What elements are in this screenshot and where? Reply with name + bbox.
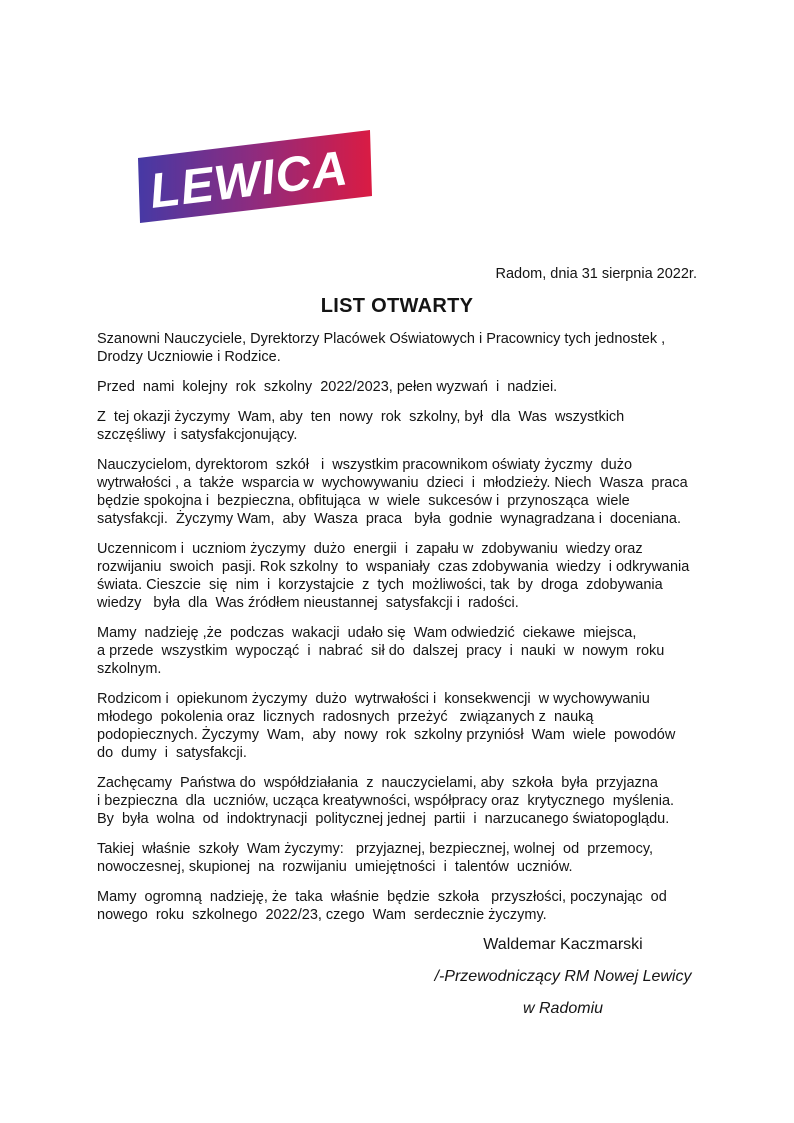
text-line: Nauczycielom, dyrektorom szkół i wszystkim pracownikom oświaty życzmy dużo [97, 457, 633, 473]
signature-block [383, 936, 743, 1018]
text-line: i bezpieczna dla uczniów, ucząca kreatywności, współpracy oraz krytycznego myślenia. [97, 793, 675, 809]
text-line: a przede wszystkim wypocząć i nabrać sił do dalszej pracy i nauki w nowym roku [97, 643, 665, 659]
text-line: Drodzy Uczniowie i Rodzice. [97, 349, 281, 365]
logo-text: LEWICA [146, 141, 352, 219]
paragraph-closing [97, 888, 697, 924]
text-line: Szanowni Nauczyciele, Dyrektorzy Placówek Oświatowych i Pracownicy tych jednostek , [97, 331, 666, 347]
paragraph-students [97, 540, 697, 612]
paragraph-cooperation [97, 774, 697, 828]
paragraph-parents [97, 690, 697, 762]
paragraph-holidays [97, 624, 697, 678]
text-line: szczęśliwy i satysfakcjonujący. [97, 427, 298, 443]
text-line: Przed nami kolejny rok szkolny 2022/2023, pełen wyzwań i nadziei. [97, 379, 558, 395]
text-line: nowoczesnej, skupionej na rozwijaniu umiejętności i talentów uczniów. [97, 859, 573, 875]
text-line: Mamy ogromną nadzieję, że taka właśnie będzie szkoła przyszłości, poczynając od [97, 889, 667, 905]
text-line: By była wolna od indoktrynacji politycznej jednej partii i narzucanego światopoglądu. [97, 811, 670, 827]
lewica-logo [130, 120, 380, 235]
text-line: Rodzicom i opiekunom życzymy dużo wytrwałości i konsekwencji w wychowywaniu [97, 691, 650, 707]
text-line: podopiecznych. Życzymy Wam, aby nowy rok szkolny przyniósł Wam wiele powodów [97, 727, 676, 743]
text-line: Z tej okazji życzymy Wam, aby ten nowy rok szkolny, był dla Was wszystkich [97, 409, 625, 425]
text-line: satysfakcji. Życzymy Wam, aby Wasza praca była godnie wynagradzana i doceniana. [97, 511, 682, 527]
text-line: świata. Cieszcie się nim i korzystajcie z tych możliwości, tak by droga zdobywania [97, 577, 663, 593]
text-line: Uczennicom i uczniom życzymy dużo energii i zapału w zdobywaniu wiedzy oraz [97, 541, 643, 557]
text-line: szkolnym. [97, 661, 162, 677]
paragraph-teachers [97, 456, 697, 528]
text-line: Mamy nadzieję ,że podczas wakacji udało się Wam odwiedzić ciekawe miejsca, [97, 625, 637, 641]
letter-title: LIST OTWARTY [320, 295, 474, 317]
date-line: Radom, dnia 31 sierpnia 2022r. [495, 266, 697, 282]
letter-content [97, 266, 697, 1018]
text-line: wytrwałości , a także wsparcia w wychowywaniu dzieci i młodzieży. Niech Wasza praca [97, 475, 688, 491]
signature-role: /-Przewodniczący RM Nowej Lewicy [434, 968, 692, 985]
text-line: do dumy i satysfakcji. [97, 745, 247, 761]
paragraph-new-school-year [97, 378, 697, 396]
text-line: rozwijaniu swoich pasji. Rok szkolny to wspaniały czas zdobywania wiedzy i odkrywania [97, 559, 690, 575]
text-line: będzie spokojna i bezpieczna, obfitująca w wiele sukcesów i przynosząca wiele [97, 493, 630, 509]
paragraph-salutation [97, 330, 697, 366]
text-line: młodego pokolenia oraz licznych radosnych przeżyć związanych z nauką [97, 709, 594, 725]
signature-name: Waldemar Kaczmarski [483, 936, 643, 953]
text-line: Takiej właśnie szkoły Wam życzymy: przyjaznej, bezpiecznej, wolnej od przemocy, [97, 841, 654, 857]
paragraph-wishes-occasion [97, 408, 697, 444]
text-line: Zachęcamy Państwa do współdziałania z nauczycielami, aby szkoła była przyjazna [97, 775, 658, 791]
paragraph-school-vision [97, 840, 697, 876]
text-line: wiedzy była dla Was źródłem nieustannej satysfakcji i radości. [97, 595, 519, 611]
text-line: nowego roku szkolnego 2022/23, czego Wam serdecznie życzymy. [97, 907, 547, 923]
signature-place: w Radomiu [522, 1000, 604, 1017]
